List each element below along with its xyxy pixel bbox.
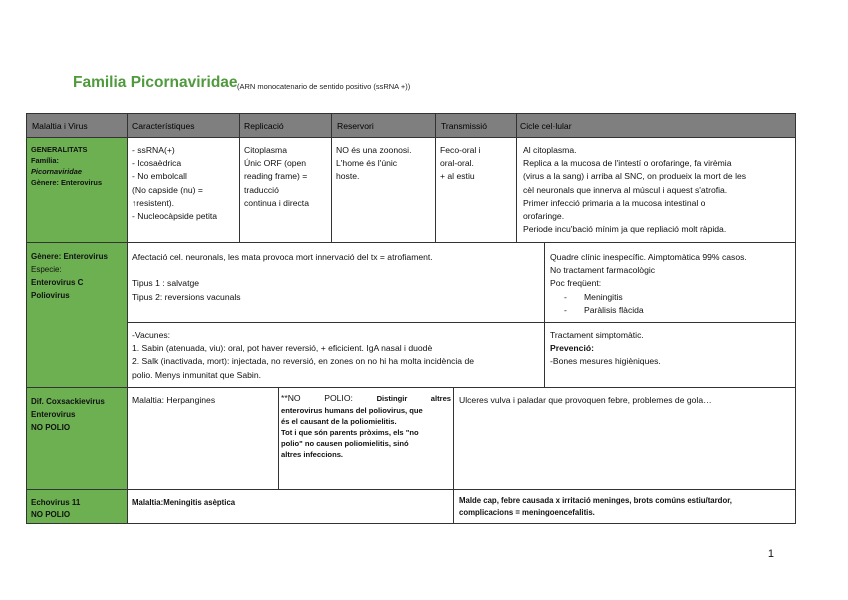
row-divider — [26, 489, 796, 490]
row1-cicle — [519, 142, 795, 238]
header-replicacio: Replicació — [244, 121, 284, 131]
text-line: Afectació cel. neuronals, les mata provoca mort innervació del tx = atrofiament. — [132, 252, 433, 262]
text-line: complicacions = meningoencefalitis. — [459, 508, 595, 517]
col-divider — [544, 242, 545, 387]
text-line: ↑resistent). — [132, 197, 175, 208]
row2-label-line: Enterovirus C — [31, 278, 84, 287]
row3-label-line: Dif. Coxsackievirus — [31, 397, 105, 406]
text-line: (virus a la sang) i arriba al SNC, on produeix la mort de les — [523, 171, 747, 182]
text-line: hoste. — [336, 171, 360, 182]
label-column — [26, 137, 127, 524]
note-line: enterovirus humans del poliovirus, que — [281, 406, 423, 415]
table-border-right — [795, 113, 796, 524]
text-line: Feco-oral i — [440, 145, 481, 155]
text-line: No tractament farmacològic — [550, 265, 656, 276]
text-line: 1. Sabin (atenuada, viu): oral, pot haver reversió, + eficicient. IgA nasal i duodè — [132, 343, 433, 354]
col-divider — [435, 113, 436, 242]
row4-symptoms — [455, 493, 795, 521]
text-line: Citoplasma — [244, 145, 287, 155]
text-line: - Nucleocàpside petita — [132, 211, 218, 222]
text-line: + al estiu — [440, 171, 475, 182]
text-line: 2. Salk (inactivada, mort): injectada, no reversió, en zones on no hi ha molta incidència de — [132, 356, 475, 367]
note-line: Distingir altres — [376, 394, 452, 403]
text-line: L'home és l'únic — [336, 158, 398, 169]
text-line: traducció — [244, 184, 279, 195]
text-line: Quadre clínic inespecífic. Aimptomàtica 99% casos. — [550, 252, 747, 262]
clinic-list — [550, 291, 791, 317]
text-line: Periode incu'bació mínim ja que repliació molt ràpida. — [523, 224, 727, 235]
text-line: Tipus 2: reversions vacunals — [132, 291, 241, 302]
row2-label-line: Especie: — [31, 265, 62, 274]
row1-transmissio — [436, 142, 516, 186]
table-border-left — [26, 113, 27, 524]
col-divider — [239, 113, 240, 242]
text-line: -Bones mesures higièniques. — [550, 356, 661, 367]
row1-label-line: Família: — [31, 156, 59, 165]
row1-replicacio — [240, 142, 332, 212]
text-line: Malde cap, febre causada x irritació meninges, brots comúns estiu/tardor, — [459, 496, 732, 505]
text-line: - Icosaèdrica — [132, 158, 182, 169]
note-line: Tot i que són parents pròxims, els "no — [281, 428, 419, 437]
table-border-top — [26, 113, 796, 114]
text-line: continua i directa — [244, 197, 309, 208]
document-subtitle: (ARN monocatenario de sentido positivo (ssRNA +)) — [237, 82, 411, 91]
row1-reservori — [332, 142, 436, 186]
col-divider — [516, 113, 517, 242]
row1-caracteristiques — [128, 142, 240, 225]
text-line: NO és una zoonosi. — [336, 145, 412, 155]
page-number: 1 — [767, 548, 774, 560]
text-line: Primer infecció primaria a la mucosa intestinal o — [523, 197, 706, 208]
row3-label-line: NO POLIO — [31, 423, 71, 432]
row2-label-line: Gènere: Enterovirus — [31, 252, 108, 261]
text-line: polio. Menys inmunitat que Sabin. — [132, 369, 261, 380]
header-reservori: Reservori — [337, 121, 374, 131]
text-line: Tipus 1 : salvatge — [132, 278, 200, 289]
note-line: polio" no causen poliomielitis, sinó — [281, 439, 409, 448]
text-line: Únic ORF (open — [244, 158, 307, 169]
text-line: Poc freqüent: — [550, 278, 602, 289]
list-item: - Paràlisis flàcida — [564, 304, 791, 317]
row4-label-line: NO POLIO — [31, 510, 71, 519]
row3-malaltia: Malaltia: Herpangines — [132, 395, 216, 405]
note-line: és el causant de la poliomielitis. — [281, 417, 397, 426]
header-cicle: Cicle cel·lular — [520, 121, 572, 131]
row4-label — [27, 492, 126, 526]
row4-malaltia: Malaltia:Meningitis asèptica — [132, 498, 236, 507]
row3-label-line: Enterovirus — [31, 410, 76, 419]
text-line: - ssRNA(+) — [132, 145, 175, 155]
col-divider — [331, 113, 332, 242]
row-divider — [127, 322, 796, 323]
note-heading: **NO POLIO: — [281, 393, 353, 403]
row-divider — [26, 137, 796, 138]
row2-clinic — [546, 249, 795, 319]
prevention-title: Prevenció: — [550, 343, 594, 354]
row2-vaccines — [128, 327, 544, 384]
row1-label — [27, 139, 126, 193]
row2-description — [128, 249, 544, 306]
document-title: Familia Picornaviridae — [73, 74, 238, 91]
text-line: orofaringe. — [523, 211, 565, 222]
text-line: - No embolcall — [132, 171, 187, 182]
col-divider — [127, 113, 128, 524]
text-line: Replica a la mucosa de l'intestí o orofaringe, fa virèmia — [523, 158, 732, 169]
list-item: - Meningitis — [564, 291, 791, 304]
header-transmissio: Transmissió — [441, 121, 487, 131]
row3-label — [27, 390, 126, 439]
text-line: oral-oral. — [440, 158, 474, 169]
row3-symptoms: Ulceres vulva i paladar que provoquen febre, problemes de gola… — [459, 395, 712, 405]
col-divider — [278, 387, 279, 489]
text-line: Al citoplasma. — [523, 145, 577, 155]
row-divider — [26, 242, 796, 243]
header-malaltia: Malaltia i Virus — [32, 121, 88, 131]
row1-label-line: GENERALITATS — [31, 145, 88, 154]
row2-treatment — [546, 327, 795, 371]
row-divider — [26, 387, 796, 388]
row4-label-line: Echovirus 11 — [31, 498, 81, 507]
text-line: Tractament simptomàtic. — [550, 330, 644, 340]
row1-label-line: Gènere: Enterovirus — [31, 178, 103, 187]
col-divider — [453, 387, 454, 524]
row2-label — [27, 245, 126, 307]
note-line: altres infeccions. — [281, 450, 344, 459]
text-line: (No capside (nu) = — [132, 184, 203, 195]
row1-label-line: Picornaviridae — [31, 167, 82, 176]
text-line: cèl neuronals que innerva al múscul i aquest s'atrofia. — [523, 184, 728, 195]
vaccines-title: -Vacunes: — [132, 330, 171, 340]
header-caracteristiques: Característiques — [132, 121, 195, 131]
row2-label-line: Poliovirus — [31, 291, 70, 300]
text-line — [132, 264, 540, 277]
text-line: reading frame) = — [244, 171, 308, 182]
table-border-bottom — [26, 523, 796, 524]
row3-note — [281, 392, 451, 460]
